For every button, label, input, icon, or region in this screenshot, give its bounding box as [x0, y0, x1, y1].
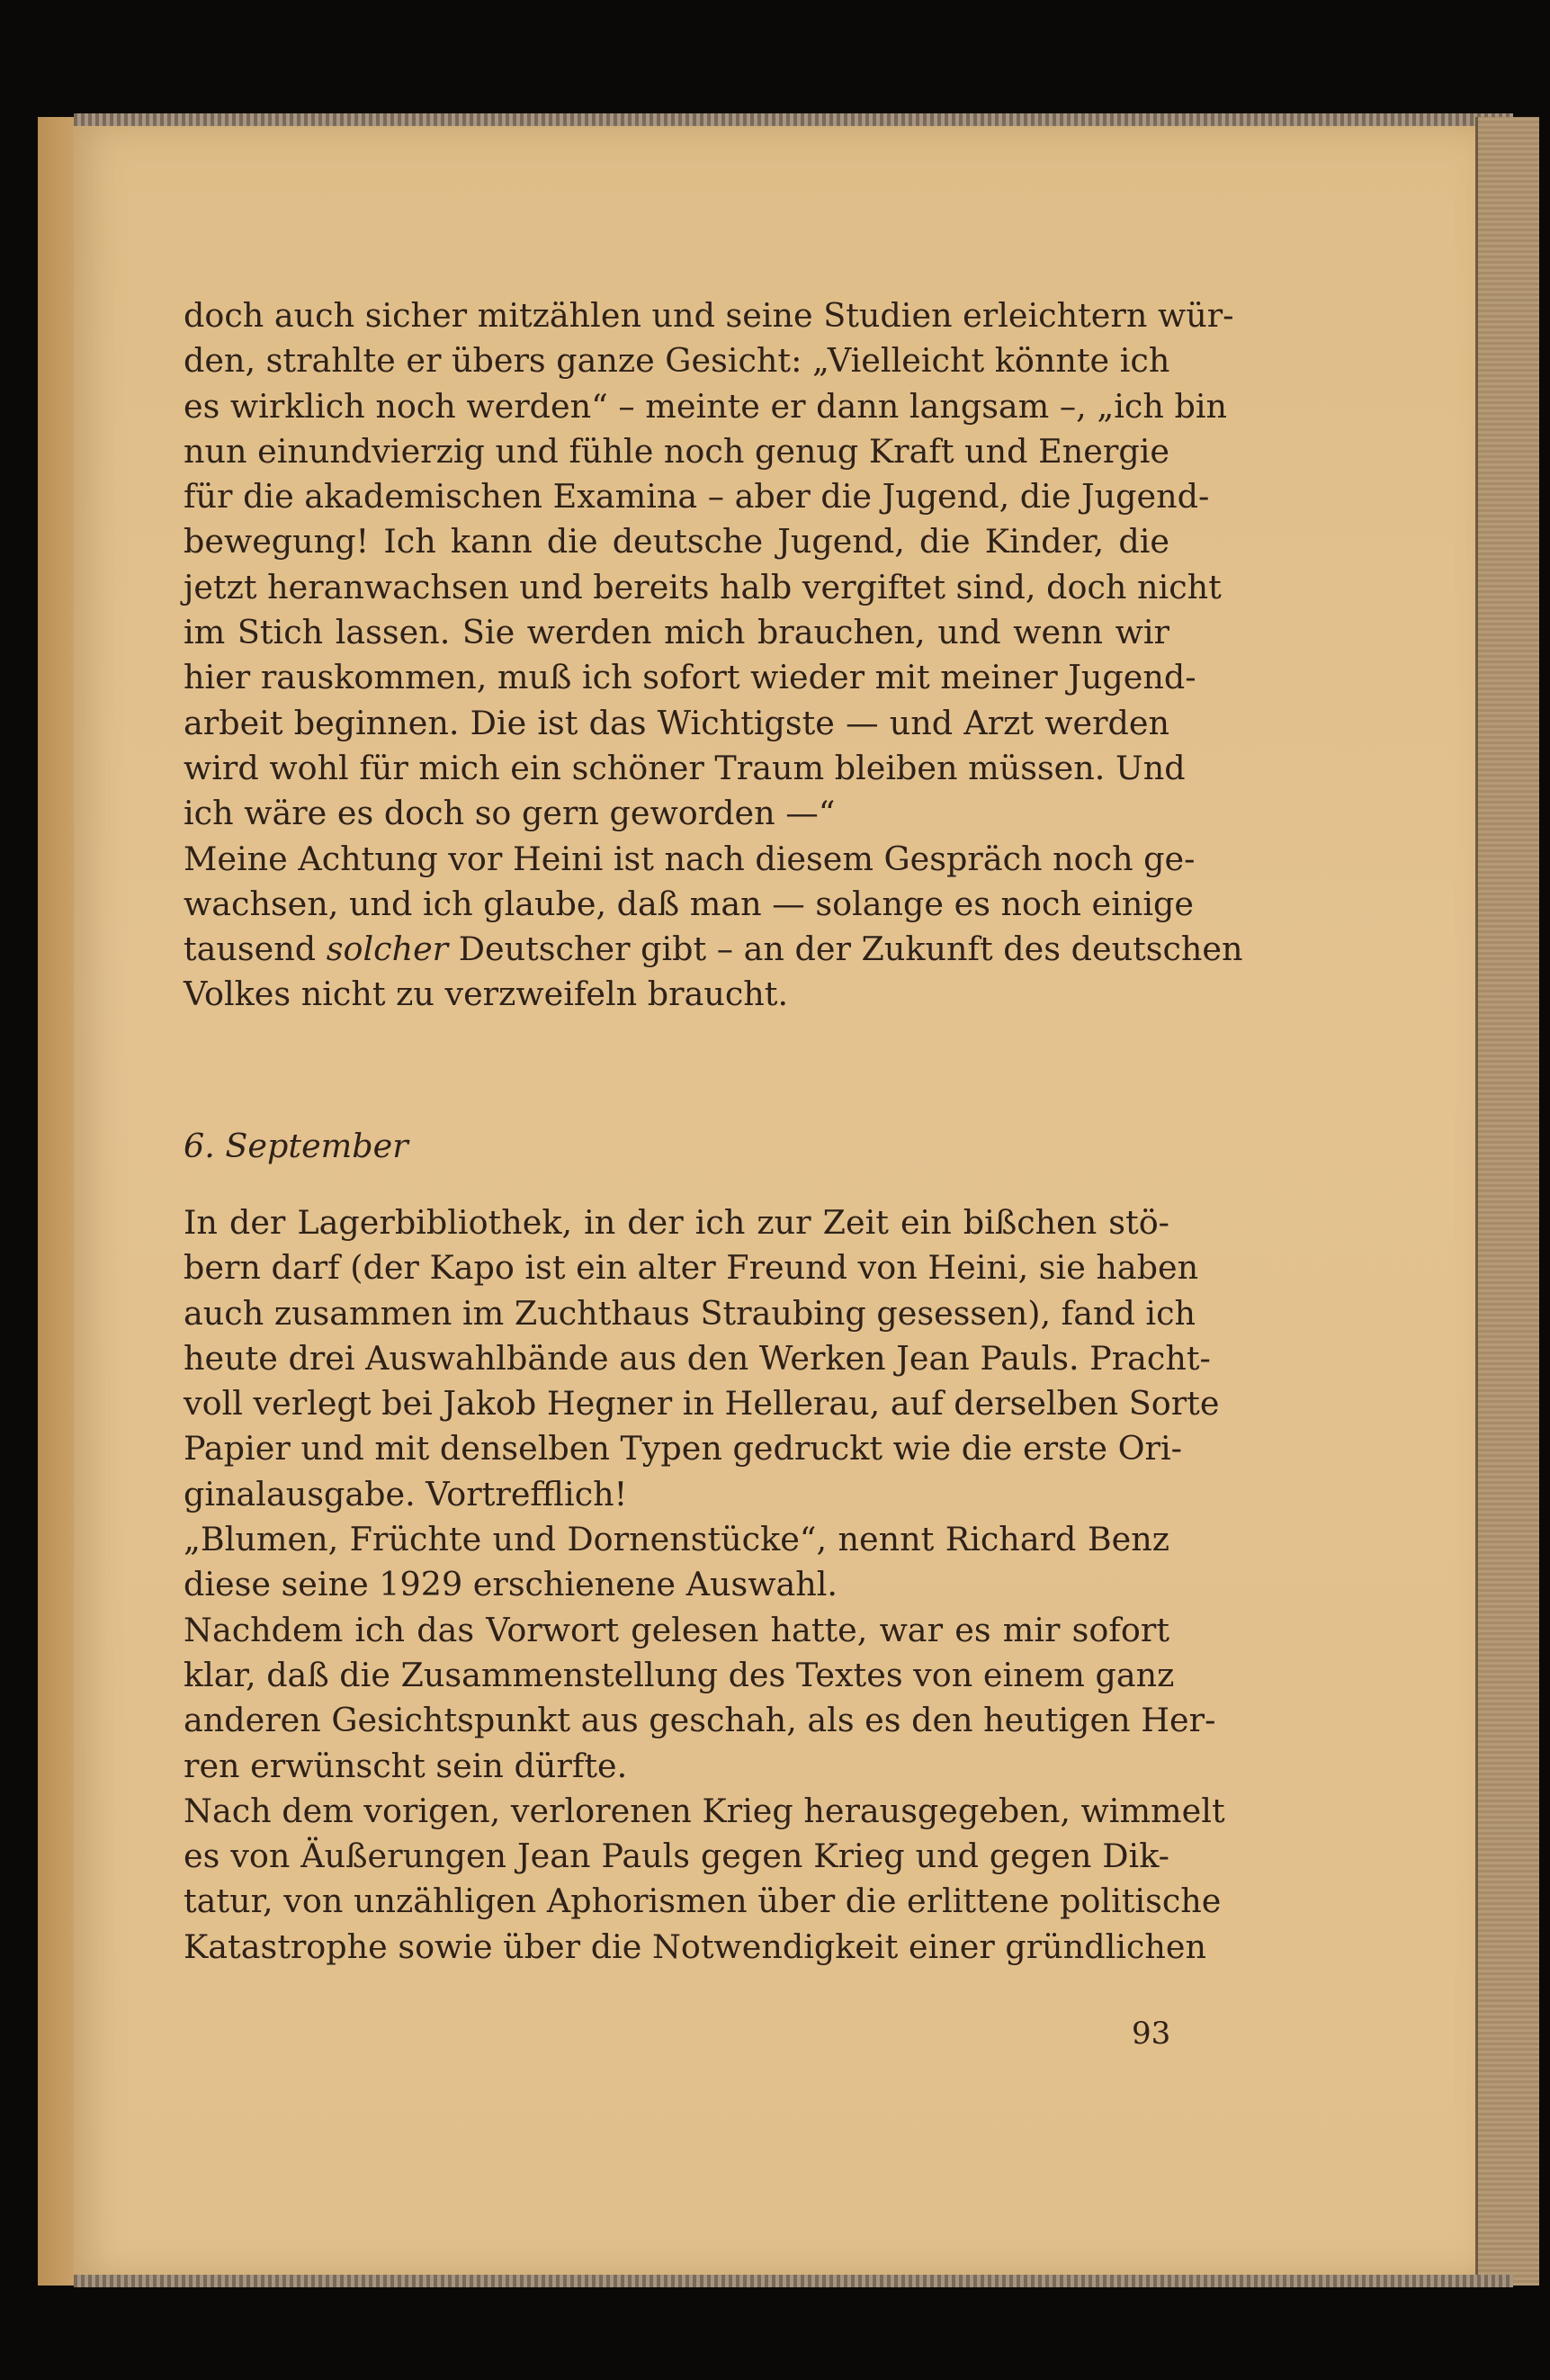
- text-line: ren erwünscht sein dürfte.: [184, 1746, 628, 1785]
- body-text-top: [184, 293, 1243, 1018]
- text-line: es wirklich noch werden“ – meinte er dann langsam –, „ich bin: [184, 386, 1228, 426]
- text-line: Nachdem ich das Vorwort gelesen hatte, war es mir sofort: [184, 1610, 1169, 1649]
- text-line: Papier und mit denselben Typen gedruckt wie die erste Ori-: [184, 1429, 1183, 1468]
- text-line: wird wohl für mich ein schöner Traum bleiben müssen. Und: [184, 748, 1186, 787]
- text-line: bewegung! Ich kann die deutsche Jugend, die Kinder, die: [184, 522, 1169, 561]
- text-line: heute drei Auswahlbände aus den Werken Jean Pauls. Pracht-: [184, 1338, 1211, 1378]
- text-line: Nach dem vorigen, verlorenen Krieg herausgegeben, wimmelt: [184, 1791, 1225, 1830]
- text-line: doch auch sicher mitzählen und seine Studien erleichtern wür-: [184, 296, 1234, 335]
- text-line: tatur, von unzähligen Aphorismen über die erlittene politische: [184, 1882, 1222, 1921]
- book-binding: [1475, 117, 1539, 2286]
- text-line: anderen Gesichtspunkt aus geschah, als es den heutigen Her-: [184, 1701, 1216, 1740]
- text-line: wachsen, und ich glaube, daß man — solange es noch einige: [184, 884, 1194, 923]
- text-line: für die akademischen Examina – aber die Jugend, die Jugend-: [184, 477, 1210, 516]
- text-line: diese seine 1929 erschienene Auswahl.: [184, 1565, 838, 1604]
- page-bottom-edge: [74, 2275, 1513, 2287]
- text-line: auch zusammen im Zuchthaus Straubing gesessen), fand ich: [184, 1293, 1196, 1333]
- date-heading: 6. September: [184, 1127, 408, 1165]
- text-line: „Blumen, Früchte und Dornenstücke“, nennt Richard Benz: [184, 1520, 1169, 1559]
- text-line: In der Lagerbibliothek, in der ich zur Zeit ein bißchen stö-: [184, 1203, 1169, 1242]
- text-segment: Deutscher gibt – an der Zukunft des deutschen: [448, 930, 1243, 969]
- text-line: arbeit beginnen. Die ist das Wichtigste — und Arzt werden: [184, 703, 1169, 742]
- text-line: ginalausgabe. Vortrefflich!: [184, 1474, 628, 1513]
- body-text-bottom: [184, 1200, 1225, 1970]
- text-segment: tausend: [184, 930, 327, 969]
- text-line: voll verlegt bei Jakob Hegner in Hellerau, auf derselben Sorte: [184, 1384, 1220, 1424]
- text-line: den, strahlte er übers ganze Gesicht: „Vielleicht könnte ich: [184, 341, 1170, 381]
- text-line: Volkes nicht zu verzweifeln braucht.: [184, 974, 789, 1014]
- page-number: 93: [1132, 2016, 1171, 2052]
- text-line: ich wäre es doch so gern geworden —“: [184, 794, 836, 833]
- emphasized-word: solcher: [326, 930, 449, 969]
- text-line: jetzt heranwachsen und bereits halb vergiftet sind, doch nicht: [184, 567, 1222, 606]
- text-line: klar, daß die Zusammenstellung des Textes von einem ganz: [184, 1655, 1175, 1694]
- text-line: nun einundvierzig und fühle noch genug Kraft und Energie: [184, 431, 1169, 471]
- text-line: im Stich lassen. Sie werden mich brauchen, und wenn wir: [184, 613, 1169, 652]
- text-line: bern darf (der Kapo ist ein alter Freund von Heini, sie haben: [184, 1248, 1199, 1288]
- text-line: Katastrophe sowie über die Notwendigkeit einer gründlichen: [184, 1926, 1206, 1966]
- text-line: [184, 927, 1243, 972]
- text-line: es von Äußerungen Jean Pauls gegen Krieg und gegen Dik-: [184, 1837, 1169, 1876]
- text-line: hier rauskommen, muß ich sofort wieder mit meiner Jugend-: [184, 658, 1196, 697]
- text-line: Meine Achtung vor Heini ist nach diesem Gespräch noch ge-: [184, 839, 1196, 878]
